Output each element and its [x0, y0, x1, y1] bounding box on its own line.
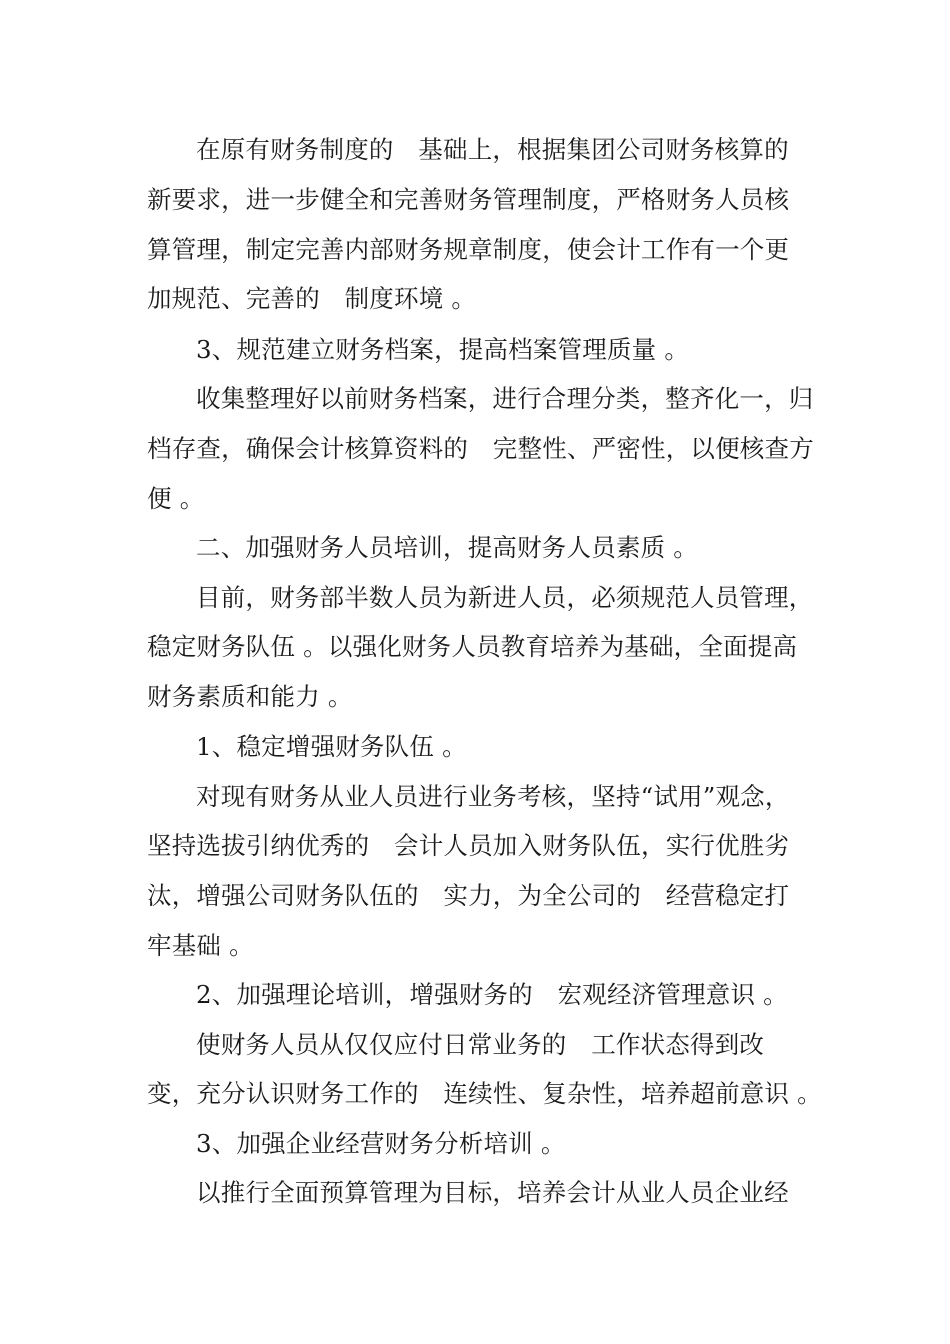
paragraph-line: 算管理，制定完善内部财务规章制度，使会计工作有一个更 [147, 235, 790, 264]
paragraph-line: 档存查，确保会计核算资料的 完整性、严密性，以便核查方 [147, 434, 814, 463]
paragraph-line: 在原有财务制度的 基础上，根据集团公司财务核算的 [196, 135, 789, 164]
paragraph-line: 目前，财务部半数人员为新进人员，必须规范人员管理， [196, 583, 814, 612]
section-heading: 2、加强理论培训，增强财务的 宏观经济管理意识 。 [196, 980, 788, 1009]
paragraph-line: 坚持选拔引纳优秀的 会计人员加入财务队伍，实行优胜劣 [147, 831, 790, 860]
paragraph-line: 牢基础 。 [147, 931, 254, 960]
section-heading: 二、加强财务人员培训，提高财务人员素质 。 [196, 533, 698, 562]
paragraph-line: 变，充分认识财务工作的 连续性、复杂性，培养超前意识 。 [147, 1079, 822, 1108]
paragraph-line: 汰，增强公司财务队伍的 实力，为全公司的 经营稳定打 [147, 881, 790, 910]
paragraph-line: 收集整理好以前财务档案，进行合理分类，整齐化一，归 [196, 384, 814, 413]
paragraph-line: 财务素质和能力 。 [147, 682, 353, 711]
section-heading: 3、加强企业经营财务分析培训 。 [196, 1129, 566, 1158]
paragraph-line: 新要求，进一步健全和完善财务管理制度，严格财务人员核 [147, 185, 790, 214]
paragraph-line: 对现有财务从业人员进行业务考核，坚持“试用”观念， [196, 782, 790, 811]
paragraph-line: 使财务人员从仅仅应付日常业务的 工作状态得到改 [196, 1030, 765, 1059]
paragraph-line: 以推行全面预算管理为目标，培养会计从业人员企业经 [196, 1178, 789, 1207]
paragraph-line: 便 。 [147, 484, 205, 513]
section-heading: 3、规范建立财务档案，提高档案管理质量 。 [196, 335, 690, 364]
section-heading: 1、稳定增强财务队伍 。 [196, 732, 467, 761]
paragraph-line: 稳定财务队伍 。以强化财务人员教育培养为基础，全面提高 [147, 632, 798, 661]
paragraph-line: 加规范、完善的 制度环境 。 [147, 284, 477, 313]
